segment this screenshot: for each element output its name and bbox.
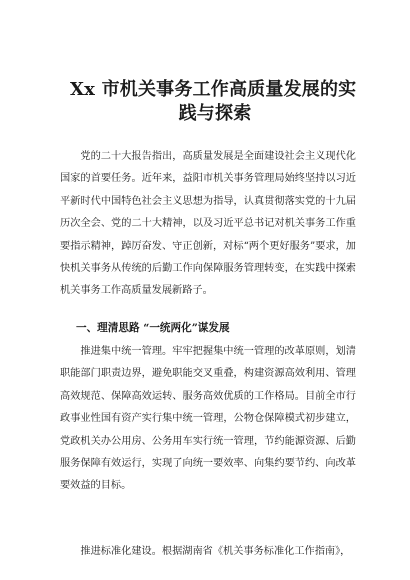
document-title [70,78,360,126]
intro-paragraph: 党的二十大报告指出，高质量发展是全面建设社会主义现代化国家的首要任务。近年来，益阳市机关事务管理局始终坚持以习近平新时代中国特色社会主义思想为指导，认真贯彻落实党的十九届历次全会、党的二十大精神，以及习近平总书记对机关事务工作重要指示精神，踔厉奋发、守正创新，对标“两个更好服务”要求，加快机关事务从传统的后勤工作向保障服务管理转变，在实践中探索机关事务工作高质量发展新路子。 [60,151,356,297]
title-line-2: 践与探索 [178,103,252,124]
body-paragraph-continued: 推进标准化建设。根据湖南省《机关事务标准化工作指南》， [80,546,351,557]
title-line-1: Xx 市机关事务工作高质量发展的实 [70,79,357,100]
body-paragraph: 推进集中统一管理。牢牢把握集中统一管理的改革原则，划清职能部门职责边界，避免职能交叉重叠，构建资源高效利用、管理高效规范、保障高效运转、服务高效优质的工作格局。目前全市行政事业性国有资产实行集中统一管理，公物仓保障模式初步建立，党政机关办公用房、公务用车实行统一管理，节约能源资源、后勤服务保障有效运行，实现了向统一要效率、向集约要节约、向改革要效益的目标。 [60,346,356,492]
section-heading: 一、理清思路 “一统两化”谋发展 [76,322,230,334]
